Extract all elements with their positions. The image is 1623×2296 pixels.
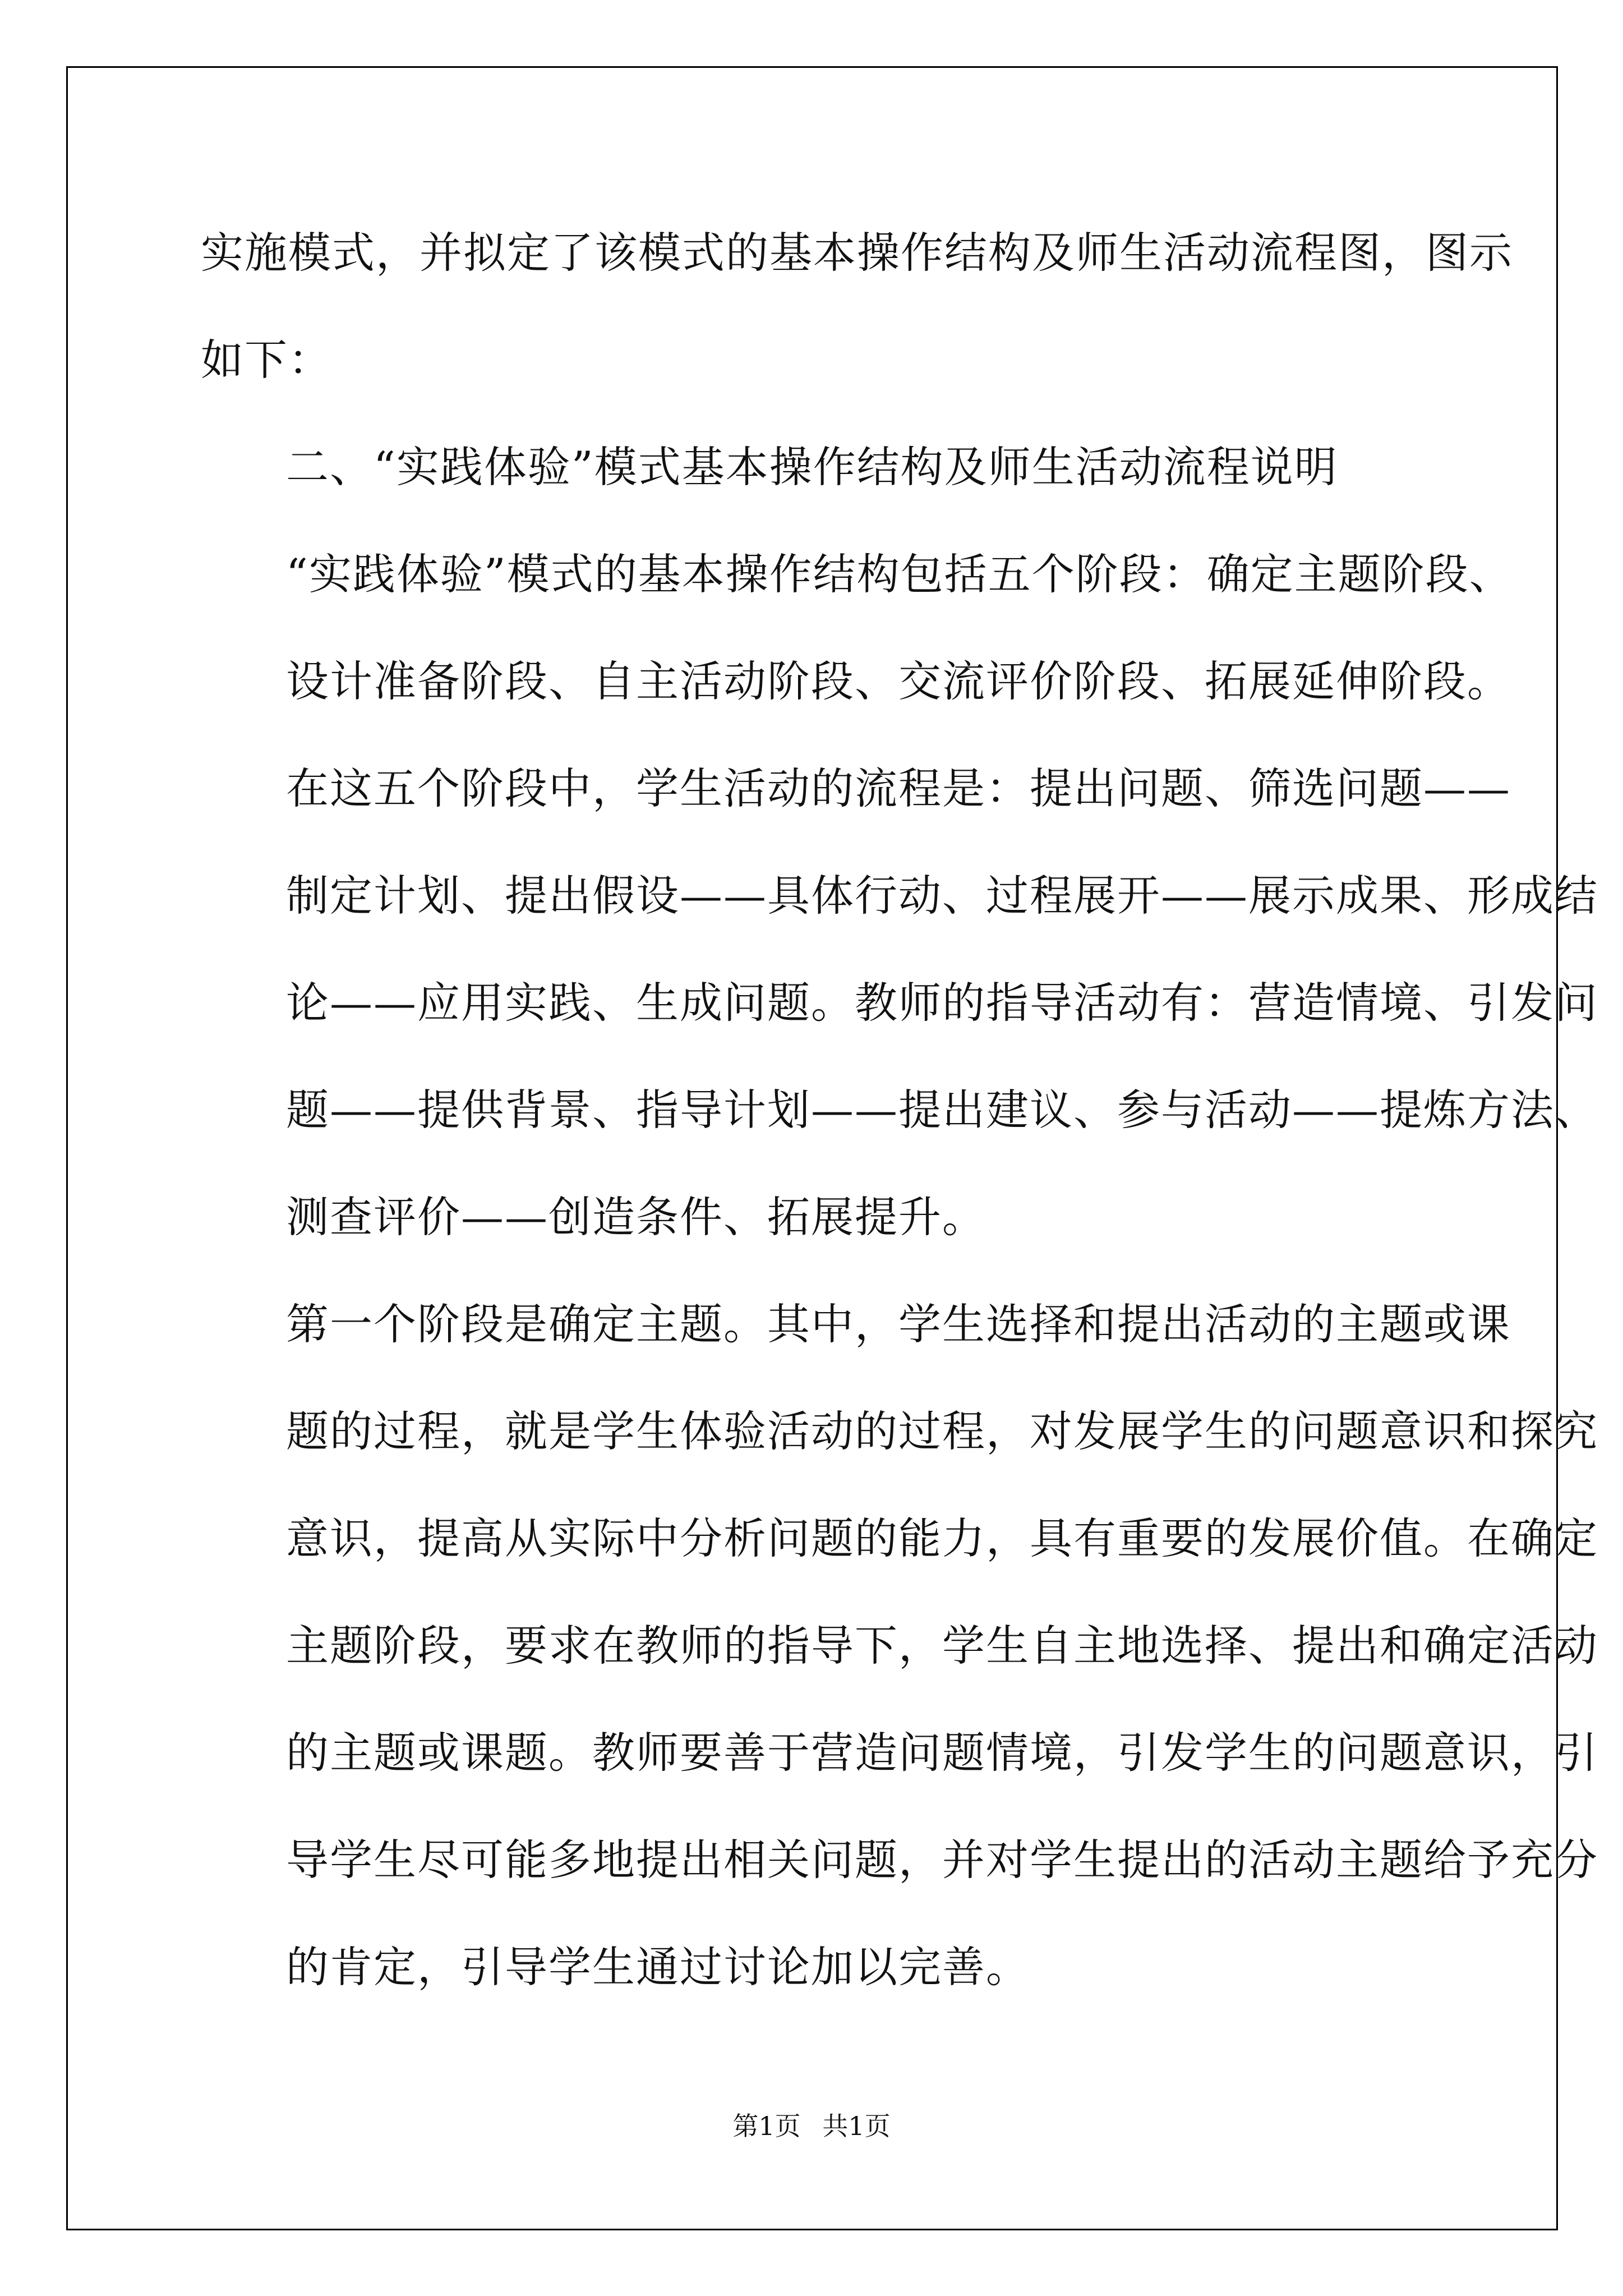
paragraph [201,1271,1598,2021]
text-line: 主题阶段，要求在教师的指导下，学生自主地选择、提出和确定活动 [286,1621,1598,1671]
text-line: 实施模式，并拟定了该模式的基本操作结构及师生活动流程图，图示 [201,228,1513,278]
text-line: 题——提供背景、指导计划——提出建议、参与活动——提炼方法、 [286,1085,1598,1135]
paragraph [201,413,1468,521]
text-line: 二、“实践体验”模式基本操作结构及师生活动流程说明 [286,442,1338,492]
text-line: 测查评价——创造条件、拓展提升。 [286,1192,986,1242]
text-line: 导学生尽可能多地提出相关问题，并对学生提出的活动主题给予充分 [286,1835,1598,1885]
text-line: 的肯定，引导学生通过讨论加以完善。 [286,1942,1030,1992]
page-number-total: 共1页 [822,2111,891,2141]
paragraph [201,199,1513,413]
text-line: 制定计划、提出假设——具体行动、过程展开——展示成果、形成结 [286,871,1598,921]
document-body [201,199,1598,2021]
text-line: 论——应用实践、生成问题。教师的指导活动有：营造情境、引发问 [286,978,1598,1028]
text-line: 在这五个阶段中，学生活动的流程是：提出问题、筛选问题—— [286,763,1511,813]
text-line: 意识，提高从实际中分析问题的能力，具有重要的发展价值。在确定 [286,1513,1598,1563]
page-footer [0,2109,1623,2143]
page-number-current: 第1页 [732,2111,801,2141]
text-line: 题的过程，就是学生体验活动的过程，对发展学生的问题意识和探究 [286,1406,1598,1456]
text-line: 如下： [201,335,332,385]
text-line: 的主题或课题。教师要善于营造问题情境，引发学生的问题意识，引 [286,1728,1598,1778]
text-line: 第一个阶段是确定主题。其中，学生选择和提出活动的主题或课 [286,1299,1511,1349]
paragraph [201,735,1598,1271]
paragraph [201,521,1513,735]
text-line: 设计准备阶段、自主活动阶段、交流评价阶段、拓展延伸阶段。 [286,656,1511,706]
text-line: “实践体验”模式的基本操作结构包括五个阶段：确定主题阶段、 [286,549,1513,599]
